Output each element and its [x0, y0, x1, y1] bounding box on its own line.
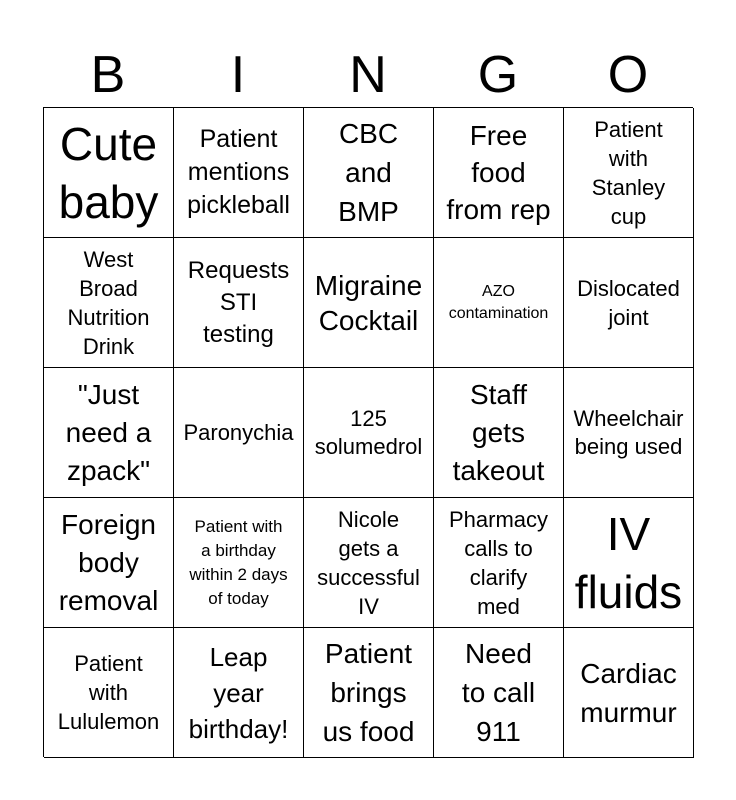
bingo-cell[interactable]	[44, 498, 174, 628]
header-letter-g: G	[477, 46, 519, 104]
cell-label: Foreign body removal	[58, 508, 159, 616]
bingo-board	[43, 107, 693, 757]
cell-label: Patient with a birthday within 2 days of today	[189, 516, 288, 608]
bingo-cell[interactable]	[564, 238, 694, 368]
bingo-cell[interactable]	[174, 368, 304, 498]
bingo-cell[interactable]	[304, 498, 434, 628]
bingo-cell[interactable]	[174, 108, 304, 238]
cell-label: "Just need a zpack"	[65, 378, 152, 486]
bingo-cell[interactable]	[304, 628, 434, 758]
cell-label: Nicole gets a successful IV	[317, 506, 420, 619]
cell-label: CBC and BMP	[338, 118, 399, 227]
cell-label: Wheelchair being used	[573, 405, 684, 459]
bingo-cell[interactable]	[304, 238, 434, 368]
bingo-header	[43, 42, 693, 108]
bingo-cell[interactable]	[434, 108, 564, 238]
bingo-cell[interactable]	[564, 368, 694, 498]
bingo-cell[interactable]	[304, 368, 434, 498]
cell-label: Cute baby	[58, 117, 159, 228]
bingo-cell[interactable]	[564, 628, 694, 758]
cell-label: Patient brings us food	[322, 638, 415, 747]
cell-label: Need to call 911	[461, 638, 536, 747]
cell-label: West Broad Nutrition Drink	[67, 246, 150, 359]
cell-label: Patient mentions pickleball	[187, 125, 290, 219]
bingo-cell[interactable]	[434, 498, 564, 628]
header-letter-o: O	[607, 46, 649, 104]
cell-label: Cardiac murmur	[580, 657, 677, 728]
bingo-cell[interactable]	[174, 238, 304, 368]
cell-label: Requests STI testing	[187, 256, 290, 348]
bingo-cell[interactable]	[44, 108, 174, 238]
cell-label: Leap year birthday!	[188, 641, 289, 744]
cell-label: Dislocated joint	[577, 275, 680, 330]
bingo-cell[interactable]	[434, 238, 564, 368]
bingo-cell[interactable]	[44, 368, 174, 498]
cell-label: 125 solumedrol	[314, 405, 423, 459]
header-letter-n: N	[349, 46, 387, 104]
cell-label: Migraine Cocktail	[314, 269, 423, 336]
bingo-cell[interactable]	[434, 628, 564, 758]
header-letter-b: B	[90, 46, 126, 104]
cell-label: Patient with Lululemon	[57, 651, 160, 734]
cell-label: AZO contamination	[448, 282, 549, 322]
cell-label: Staff gets takeout	[452, 378, 545, 486]
bingo-cell[interactable]	[174, 628, 304, 758]
cell-label: Pharmacy calls to clarify med	[448, 506, 549, 619]
cell-label: IV fluids	[574, 507, 683, 618]
cell-label: Free food from rep	[446, 120, 551, 225]
cell-label: Paronychia	[183, 420, 294, 445]
bingo-cell[interactable]	[304, 108, 434, 238]
bingo-cell[interactable]	[434, 368, 564, 498]
header-letter-i: I	[230, 46, 246, 104]
bingo-cell[interactable]	[564, 108, 694, 238]
bingo-cell[interactable]	[44, 238, 174, 368]
bingo-cell[interactable]	[174, 498, 304, 628]
cell-label: Patient with Stanley cup	[591, 116, 666, 229]
bingo-cell[interactable]	[44, 628, 174, 758]
bingo-cell[interactable]	[564, 498, 694, 628]
